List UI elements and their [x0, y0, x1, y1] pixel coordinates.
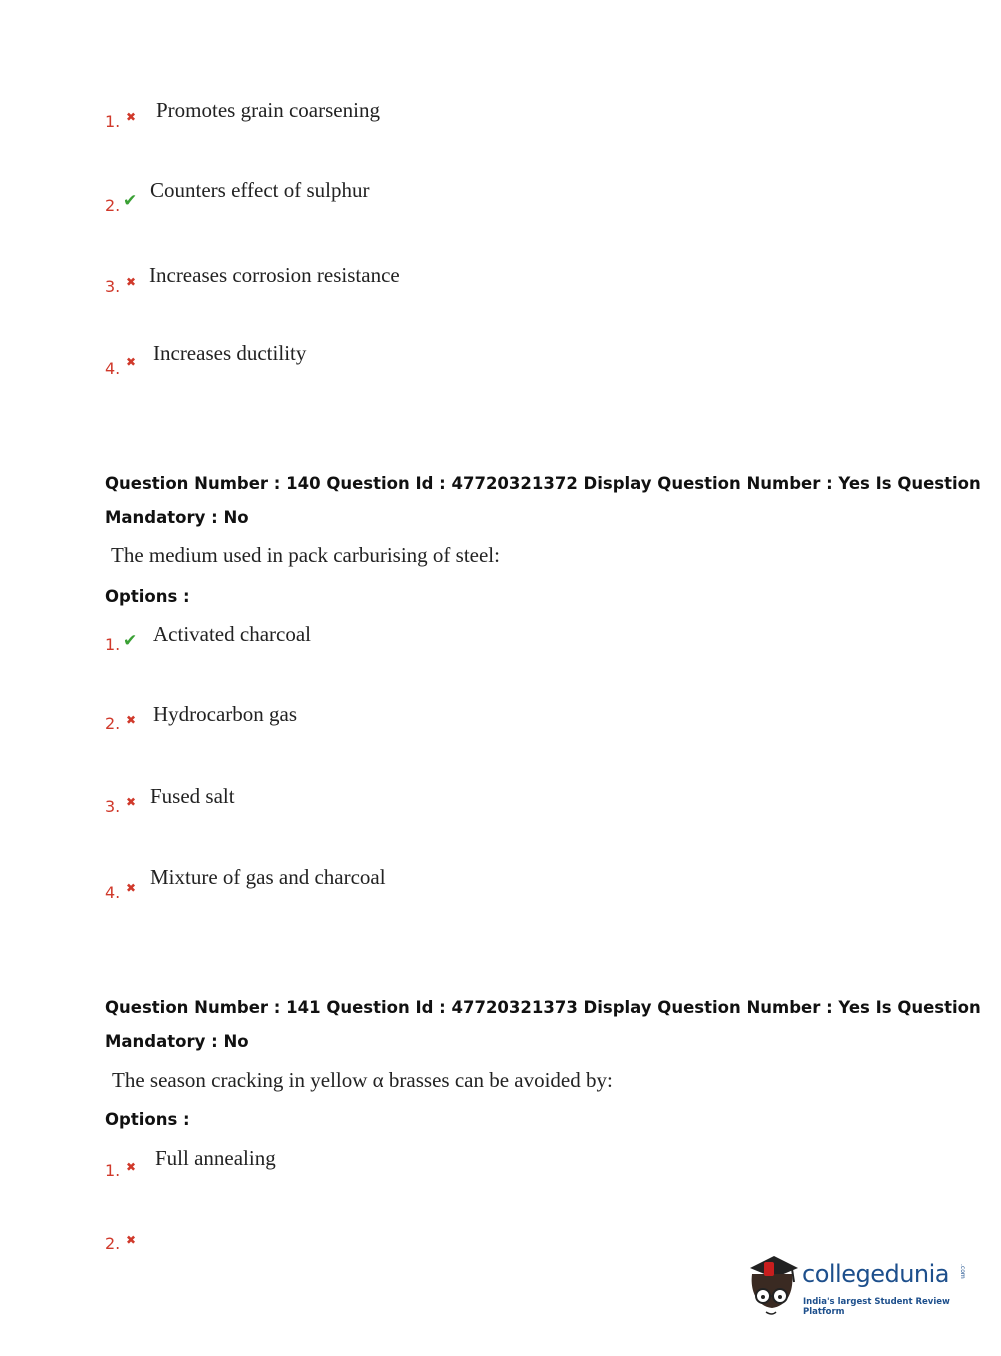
option-text: Hydrocarbon gas — [153, 702, 298, 726]
wrong-icon: ✖ — [126, 713, 137, 727]
question-header-mandatory: Mandatory : No — [105, 508, 249, 527]
option-text: Full annealing — [155, 1146, 276, 1170]
option-number: 1. — [105, 1161, 121, 1180]
wrong-icon: ✖ — [126, 881, 137, 895]
wrong-icon: ✖ — [126, 795, 137, 809]
option-number: 1. — [105, 635, 121, 654]
option-number: 2. — [105, 196, 121, 215]
options-label: Options : — [105, 587, 190, 606]
option-text: Fused salt — [150, 784, 235, 808]
collegedunia-logo — [742, 1250, 972, 1320]
option-number: 3. — [105, 797, 121, 816]
wrong-icon: ✖ — [126, 1160, 137, 1174]
wrong-icon: ✖ — [126, 110, 137, 124]
option-text: Mixture of gas and charcoal — [150, 865, 386, 889]
option-number: 4. — [105, 359, 121, 378]
option-text: Promotes grain coarsening — [156, 98, 380, 122]
question-header: Question Number : 140 Question Id : 47720321372 Display Question Number : Yes Is Question — [105, 474, 981, 493]
option-text: Activated charcoal — [153, 622, 311, 646]
brand-suffix: .com — [959, 1264, 966, 1279]
mascot-icon — [742, 1250, 802, 1320]
wrong-icon: ✖ — [126, 1233, 137, 1247]
question-text: The season cracking in yellow α brasses can be avoided by: — [112, 1068, 613, 1092]
option-text: Increases ductility — [153, 341, 307, 365]
option-number: 4. — [105, 883, 121, 902]
wrong-icon: ✖ — [126, 355, 137, 369]
option-number: 1. — [105, 112, 121, 131]
brand-name: collegedunia — [802, 1260, 950, 1288]
wrong-icon: ✖ — [126, 275, 137, 289]
option-text: Increases corrosion resistance — [149, 263, 400, 287]
question-header: Question Number : 141 Question Id : 47720321373 Display Question Number : Yes Is Question — [105, 998, 981, 1017]
brand-tagline: India's largest Student Review Platform — [803, 1297, 950, 1317]
option-number: 3. — [105, 277, 121, 296]
check-icon: ✔ — [123, 631, 138, 651]
options-label: Options : — [105, 1110, 190, 1129]
question-header-mandatory: Mandatory : No — [105, 1032, 249, 1051]
option-text: Counters effect of sulphur — [150, 178, 370, 202]
option-number: 2. — [105, 714, 121, 733]
option-number: 2. — [105, 1234, 121, 1253]
question-text: The medium used in pack carburising of steel: — [111, 543, 500, 567]
check-icon: ✔ — [123, 191, 138, 211]
